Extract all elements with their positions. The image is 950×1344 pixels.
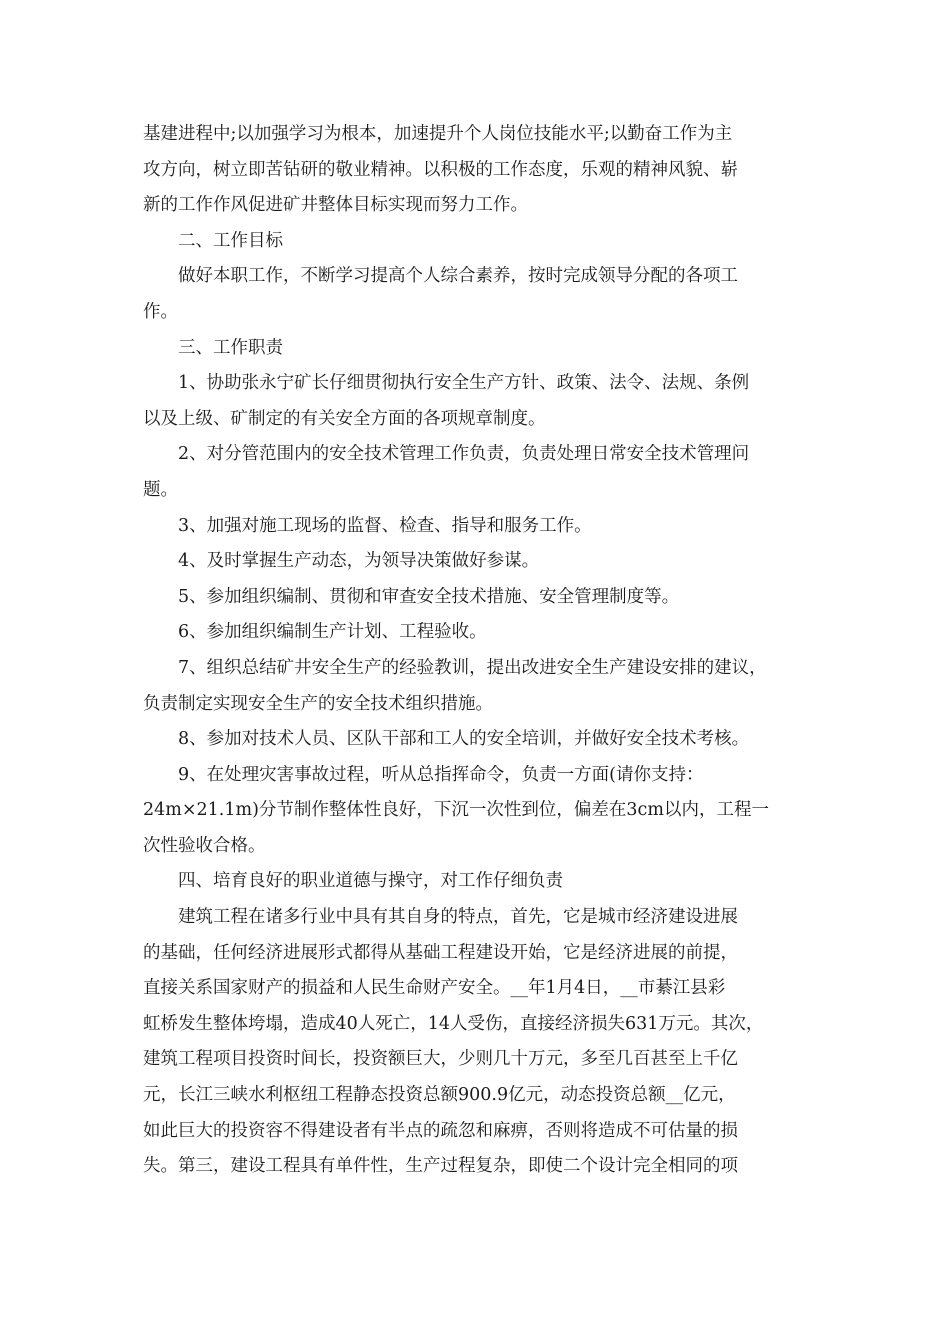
text-line: 新的工作作风促进矿井整体目标实现而努力工作。 xyxy=(143,195,528,216)
text-line: 8、参加对技术人员、区队干部和工人的安全培训，并做好安全技术考核。 xyxy=(178,729,750,750)
text-line: 9、在处理灾害事故过程，听从总指挥命令，负责一方面(请你支持： xyxy=(178,764,704,785)
text-line: 建筑工程项目投资时间长，投资额巨大，少则几十万元，多至几百甚至上千亿 xyxy=(143,1049,738,1070)
text-line: 如此巨大的投资容不得建设者有半点的疏忽和麻痹，否则将造成不可估量的损 xyxy=(143,1120,738,1141)
text-line: 4、及时掌握生产动态，为领导决策做好参谋。 xyxy=(178,551,540,572)
text-line: 基建进程中;以加强学习为根本，加速提升个人岗位技能水平;以勤奋工作为主 xyxy=(143,124,733,144)
text-line: 2、对分管范围内的安全技术管理工作负责，负责处理日常安全技术管理问 xyxy=(178,444,750,465)
text-line: 建筑工程在诸多行业中具有其自身的特点，首先，它是城市经济建设进展 xyxy=(178,907,738,928)
document-body xyxy=(143,117,815,1185)
text-line: 的基础，任何经济进展形式都得从基础工程建设开始，它是经济进展的前提， xyxy=(143,942,738,963)
text-line: 1、协助张永宁矿长仔细贯彻执行安全生产方针、政策、法令、法规、条例 xyxy=(178,373,750,394)
text-line: 3、加强对施工现场的监督、检查、指导和服务工作。 xyxy=(178,515,592,536)
text-line: 虹桥发生整体垮塌，造成40人死亡，14人受伤，直接经济损失631万元。其次， xyxy=(143,1013,764,1034)
text-line: 5、参加组织编制、贯彻和审查安全技术措施、安全管理制度等。 xyxy=(178,586,680,607)
text-line: 7、组织总结矿井安全生产的经验教训，提出改进安全生产建设安排的建议， xyxy=(178,657,767,678)
text-line: 失。第三，建设工程具有单件性，生产过程复杂，即使二个设计完全相同的项 xyxy=(143,1156,738,1177)
text-line: 四、培育良好的职业道德与操守，对工作仔细负责 xyxy=(178,871,563,892)
text-line: 题。 xyxy=(143,479,178,500)
text-line: 6、参加组织编制生产计划、工程验收。 xyxy=(178,622,487,643)
text-line: 做好本职工作，不断学习提高个人综合素养，按时完成领导分配的各项工 xyxy=(178,266,738,287)
text-line: 负责制定实现安全生产的安全技术组织措施。 xyxy=(143,693,493,714)
text-line: 24m×21.1m)分节制作整体性良好，下沉一次性到位，偏差在3cm以内，工程一 xyxy=(143,800,769,821)
text-line: 二、工作目标 xyxy=(178,230,283,251)
text-line: 以及上级、矿制定的有关安全方面的各项规章制度。 xyxy=(143,408,546,429)
text-line: 直接关系国家财产的损益和人民生命财产安全。__年1月4日，__市綦江县彩 xyxy=(143,978,726,999)
text-line: 攻方向，树立即苦钻研的敬业精神。以积极的工作态度，乐观的精神风貌、崭 xyxy=(143,159,738,180)
text-line: 次性验收合格。 xyxy=(143,835,266,856)
text-line: 元，长江三峡水利枢纽工程静态投资总额900.9亿元，动态投资总额__亿元， xyxy=(143,1085,736,1106)
text-line: 三、工作职责 xyxy=(178,337,283,358)
text-line: 作。 xyxy=(143,301,178,322)
